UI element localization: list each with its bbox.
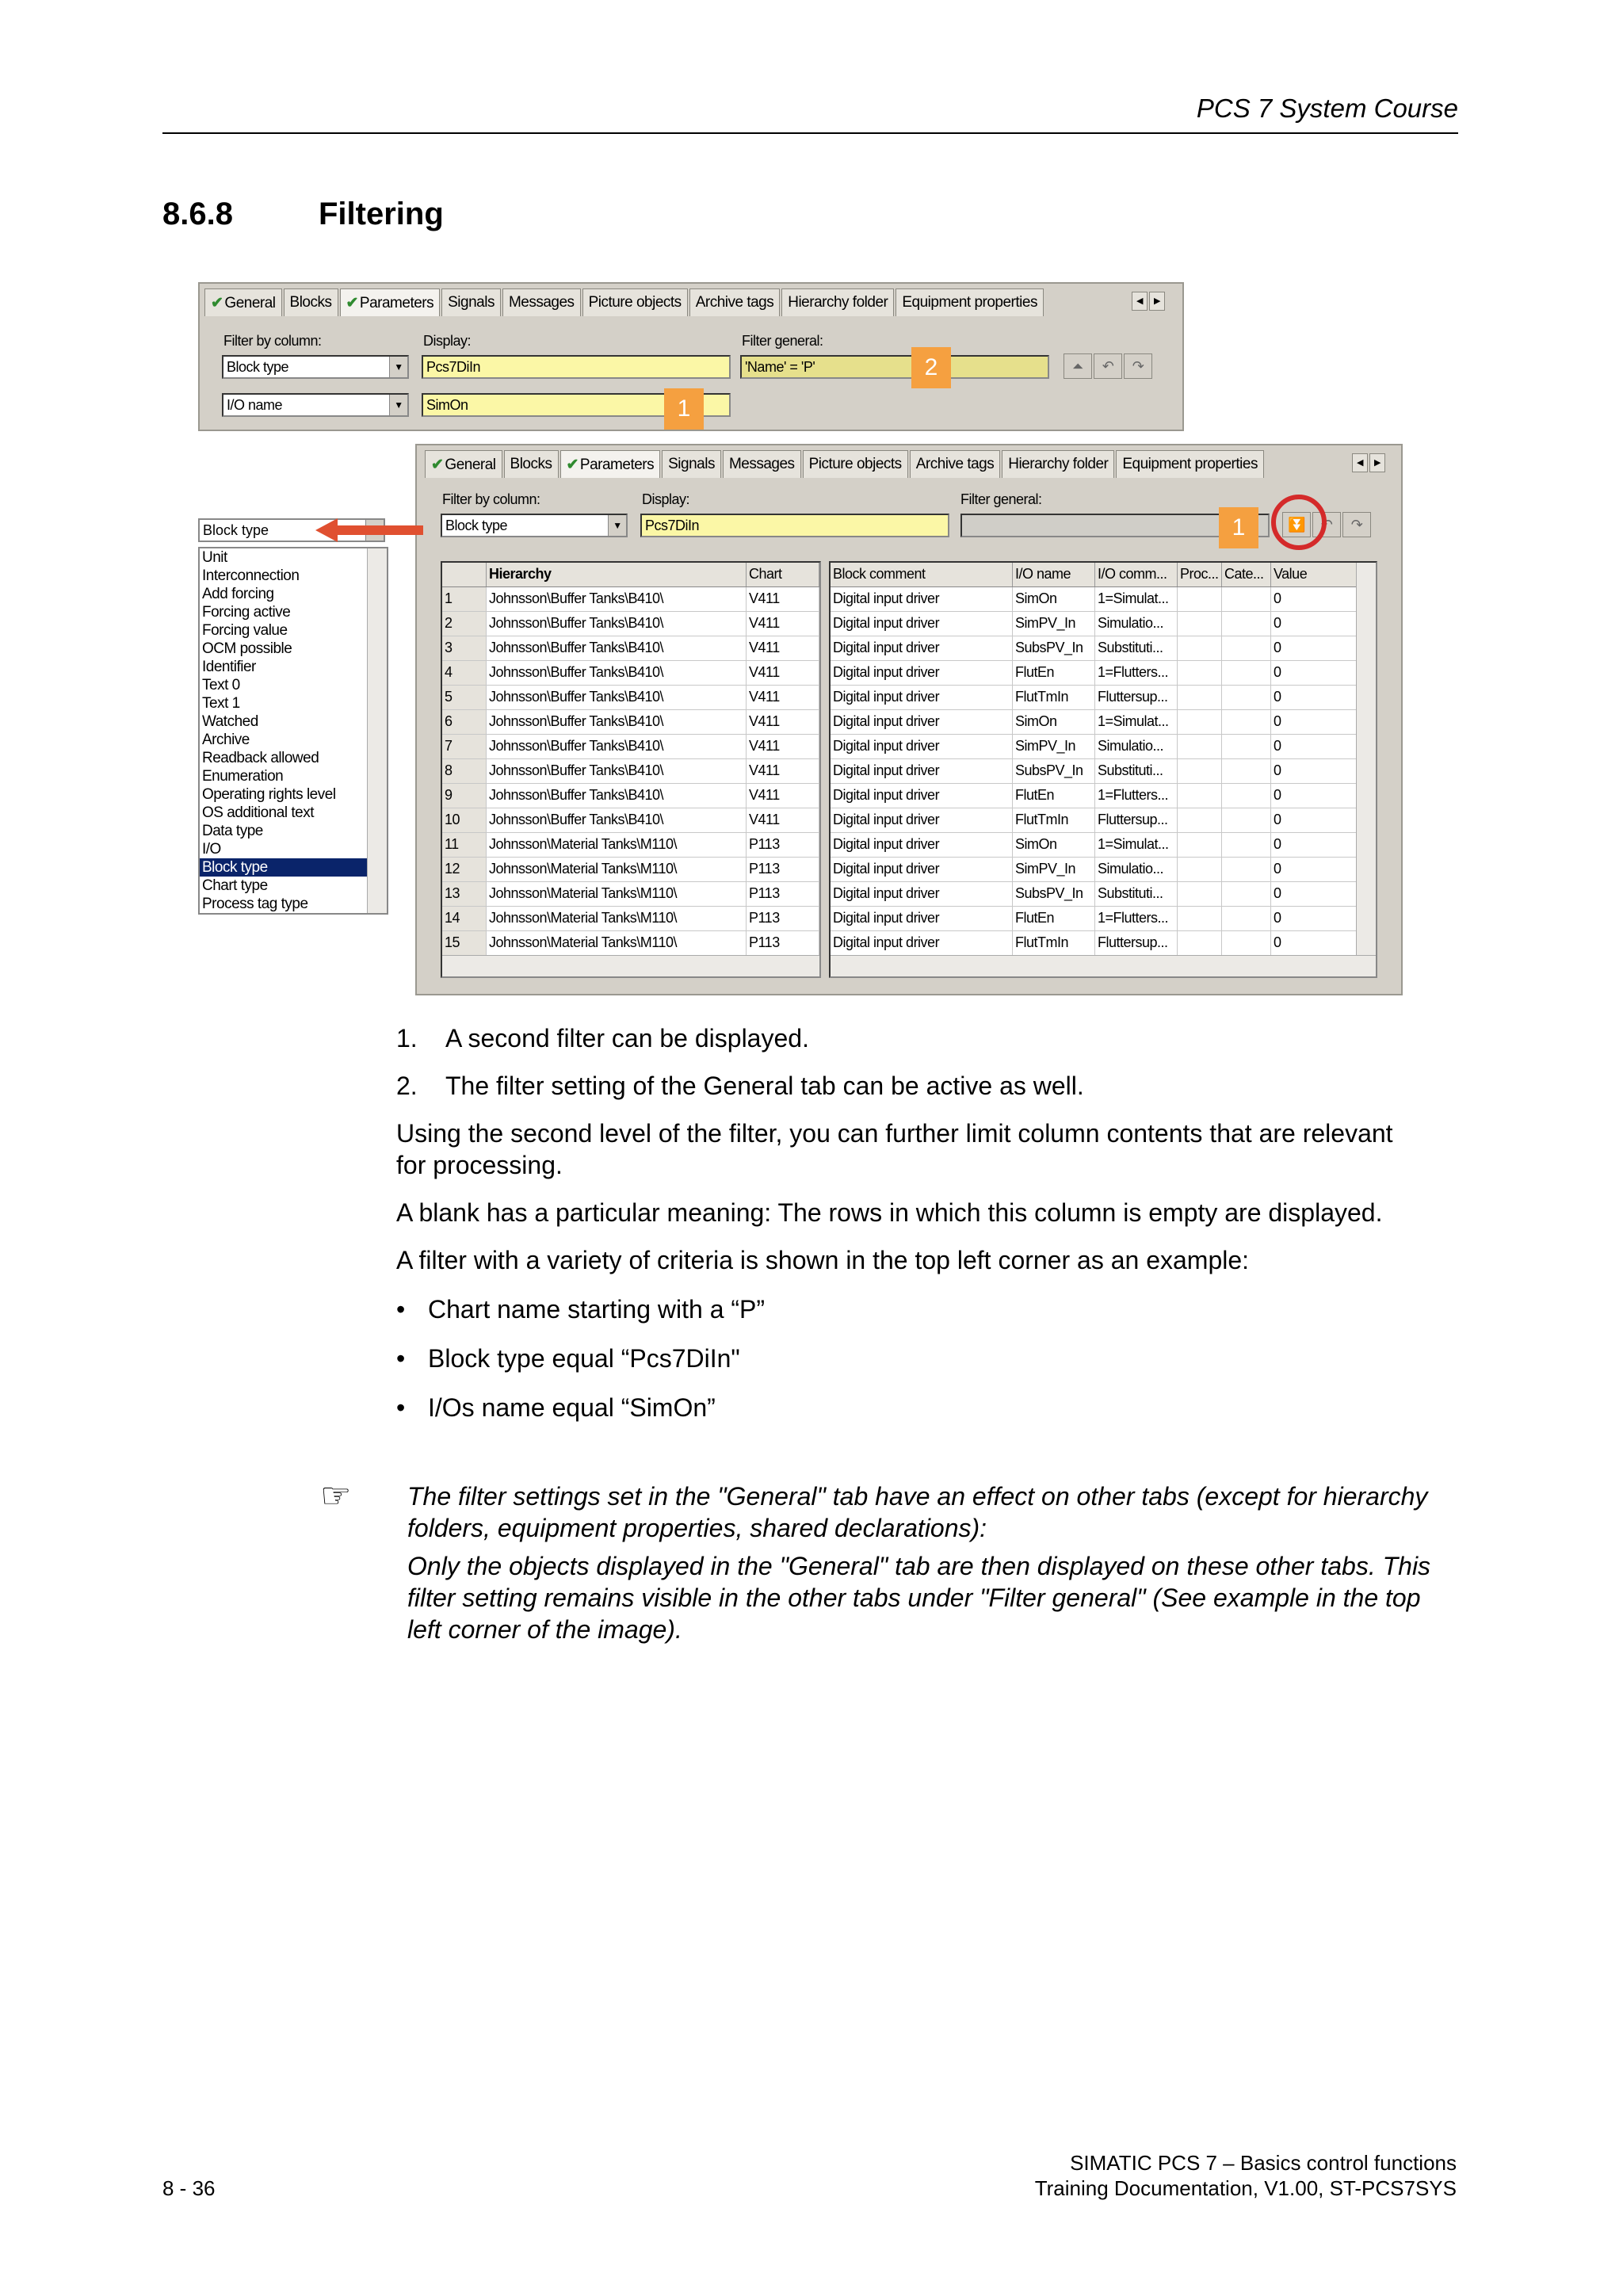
list-item[interactable]: Identifier bbox=[202, 659, 256, 675]
table-cell bbox=[1178, 907, 1222, 930]
table-cell: V411 bbox=[747, 587, 819, 611]
check-icon: ✔ bbox=[431, 457, 444, 473]
table-cell: 13 bbox=[442, 882, 487, 906]
column-header-hierarchy[interactable]: Hierarchy bbox=[487, 563, 747, 586]
table-cell: Johnsson\Buffer Tanks\B410\ bbox=[487, 587, 747, 611]
table-cell: 2 bbox=[442, 612, 487, 636]
table-row[interactable] bbox=[442, 710, 819, 735]
table-row[interactable] bbox=[442, 858, 819, 882]
paragraph-3: A filter with a variety of criteria is shown in the top left corner as an example: bbox=[396, 1246, 1250, 1274]
table-cell: Johnsson\Buffer Tanks\B410\ bbox=[487, 686, 747, 709]
table-cell: P113 bbox=[747, 882, 819, 906]
table-cell: V411 bbox=[747, 612, 819, 636]
table-cell: Johnsson\Material Tanks\M110\ bbox=[487, 833, 747, 857]
table-cell bbox=[1222, 636, 1271, 660]
horizontal-scrollbar[interactable] bbox=[831, 955, 1376, 976]
table-row[interactable] bbox=[831, 686, 1376, 710]
table-cell bbox=[1178, 710, 1222, 734]
list-scrollbar[interactable] bbox=[367, 548, 387, 913]
table-cell: Digital input driver bbox=[831, 907, 1013, 930]
callout-badge-2: 2 bbox=[911, 347, 951, 388]
table-row[interactable] bbox=[442, 587, 819, 612]
table-cell: Digital input driver bbox=[831, 784, 1013, 808]
table-cell: Johnsson\Buffer Tanks\B410\ bbox=[487, 612, 747, 636]
table-cell: 0 bbox=[1271, 808, 1358, 832]
column-header-value[interactable]: Value bbox=[1271, 563, 1358, 586]
table-cell bbox=[1178, 759, 1222, 783]
filter-by-column-label: Filter by column: bbox=[442, 491, 540, 507]
table-cell bbox=[1222, 907, 1271, 930]
table-row[interactable] bbox=[831, 735, 1376, 759]
table-cell: V411 bbox=[747, 784, 819, 808]
table-cell: Johnsson\Buffer Tanks\B410\ bbox=[487, 661, 747, 685]
list-item[interactable]: Chart type bbox=[202, 877, 268, 894]
table-cell bbox=[1178, 833, 1222, 857]
table-cell: 1=Flutters... bbox=[1095, 784, 1178, 808]
filter-value-input[interactable]: Pcs7DiIn bbox=[640, 514, 949, 537]
tab-messages[interactable]: Messages bbox=[502, 288, 581, 316]
table-row[interactable] bbox=[442, 882, 819, 907]
column-header-chart[interactable]: Chart bbox=[747, 563, 819, 586]
table-cell: Digital input driver bbox=[831, 636, 1013, 660]
undo-icon[interactable]: ↶ bbox=[1094, 353, 1122, 379]
table-row[interactable] bbox=[442, 636, 819, 661]
table-row[interactable] bbox=[442, 907, 819, 931]
list-item[interactable]: Text 1 bbox=[202, 695, 240, 712]
vertical-scrollbar[interactable] bbox=[1356, 563, 1376, 956]
table-cell: Johnsson\Buffer Tanks\B410\ bbox=[487, 784, 747, 808]
filter-value-input-2[interactable]: SimOn bbox=[422, 393, 731, 417]
table-cell: Fluttersup... bbox=[1095, 931, 1178, 955]
table-cell: 1=Simulat... bbox=[1095, 710, 1178, 734]
section-title: Filtering bbox=[319, 197, 444, 231]
table-cell bbox=[1178, 636, 1222, 660]
table-cell: SimOn bbox=[1013, 833, 1095, 857]
table-cell: Digital input driver bbox=[831, 833, 1013, 857]
table-cell bbox=[1222, 686, 1271, 709]
table-cell: Substituti... bbox=[1095, 759, 1178, 783]
table-cell: 0 bbox=[1271, 686, 1358, 709]
table-cell: 0 bbox=[1271, 784, 1358, 808]
table-cell: Digital input driver bbox=[831, 759, 1013, 783]
bottom-tab-bar bbox=[425, 450, 1266, 477]
tab-equipment-properties[interactable]: Equipment properties bbox=[1116, 450, 1264, 478]
table-cell bbox=[1222, 858, 1271, 881]
table-cell: 1=Simulat... bbox=[1095, 587, 1178, 611]
grid-header-row bbox=[831, 563, 1376, 587]
table-cell bbox=[1178, 612, 1222, 636]
table-row[interactable] bbox=[442, 931, 819, 956]
table-cell: Johnsson\Buffer Tanks\B410\ bbox=[487, 808, 747, 832]
tab-signals[interactable]: Signals bbox=[662, 450, 721, 478]
table-cell: Simulatio... bbox=[1095, 735, 1178, 758]
table-cell: FlutTmIn bbox=[1013, 808, 1095, 832]
row-number-header bbox=[442, 563, 487, 586]
table-row[interactable] bbox=[831, 636, 1376, 661]
table-cell: V411 bbox=[747, 686, 819, 709]
table-cell: P113 bbox=[747, 907, 819, 930]
column-header-block-comment[interactable]: Block comment bbox=[831, 563, 1013, 586]
table-cell: 8 bbox=[442, 759, 487, 783]
footer-line-2: Training Documentation, V1.00, ST-PCS7SYS bbox=[1034, 2176, 1457, 2200]
callout-badge-1: 1 bbox=[1219, 507, 1258, 548]
column-header-io-comment[interactable]: I/O comm... bbox=[1095, 563, 1178, 586]
table-cell: V411 bbox=[747, 710, 819, 734]
table-cell: Digital input driver bbox=[831, 661, 1013, 685]
table-cell bbox=[1178, 882, 1222, 906]
table-cell: Johnsson\Buffer Tanks\B410\ bbox=[487, 710, 747, 734]
chevron-down-icon: ▼ bbox=[389, 357, 407, 377]
note-text-2: Only the objects displayed in the "General" tab are then displayed on these other tabs. This filter setting remains visible in the other tabs under "Filter general" (See example in the top left corner of the image). bbox=[407, 1552, 1431, 1644]
section-number: 8.6.8 bbox=[162, 197, 233, 231]
table-cell: FlutTmIn bbox=[1013, 686, 1095, 709]
display-label: Display: bbox=[423, 333, 472, 349]
list-item[interactable]: Block type bbox=[200, 858, 368, 877]
footer-line-1: SIMATIC PCS 7 – Basics control functions bbox=[1070, 2151, 1457, 2175]
tab-signals[interactable]: Signals bbox=[441, 288, 501, 316]
table-cell: 12 bbox=[442, 858, 487, 881]
table-row[interactable] bbox=[831, 784, 1376, 808]
tab-scroll-right-icon[interactable]: ▶ bbox=[1369, 453, 1385, 472]
table-cell: V411 bbox=[747, 661, 819, 685]
expand-filter-icon[interactable]: ⏬ bbox=[1282, 512, 1311, 537]
hierarchy-grid bbox=[441, 561, 821, 978]
table-cell bbox=[1222, 833, 1271, 857]
table-cell: SimPV_In bbox=[1013, 858, 1095, 881]
list-item[interactable]: Watched bbox=[202, 713, 258, 730]
numbered-item-1: 1. A second filter can be displayed. bbox=[396, 1024, 809, 1052]
tab-blocks[interactable]: Blocks bbox=[284, 288, 338, 316]
column-list-select[interactable]: Block type bbox=[198, 518, 385, 542]
table-row[interactable] bbox=[831, 759, 1376, 784]
table-cell: FlutTmIn bbox=[1013, 931, 1095, 955]
list-item[interactable]: Operating rights level bbox=[202, 786, 336, 803]
header-rule bbox=[162, 132, 1458, 134]
table-cell: Digital input driver bbox=[831, 686, 1013, 709]
table-cell: Digital input driver bbox=[831, 735, 1013, 758]
table-cell: Johnsson\Material Tanks\M110\ bbox=[487, 882, 747, 906]
tab-scroll-right-icon[interactable]: ▶ bbox=[1149, 292, 1165, 311]
table-cell: Johnsson\Buffer Tanks\B410\ bbox=[487, 636, 747, 660]
horizontal-scrollbar[interactable] bbox=[442, 955, 819, 976]
table-cell: Johnsson\Material Tanks\M110\ bbox=[487, 907, 747, 930]
table-cell bbox=[1178, 858, 1222, 881]
column-header-process[interactable]: Proc... bbox=[1178, 563, 1222, 586]
undo-icon[interactable]: ↶ bbox=[1312, 512, 1341, 537]
table-cell: 14 bbox=[442, 907, 487, 930]
table-cell: P113 bbox=[747, 931, 819, 955]
table-cell bbox=[1178, 735, 1222, 758]
table-cell bbox=[1222, 808, 1271, 832]
tab-parameters[interactable]: ✔ Parameters bbox=[560, 450, 661, 478]
table-cell: 0 bbox=[1271, 759, 1358, 783]
table-cell: Substituti... bbox=[1095, 636, 1178, 660]
table-row[interactable] bbox=[831, 587, 1376, 612]
highlight-circle bbox=[1271, 495, 1327, 550]
table-cell: Digital input driver bbox=[831, 710, 1013, 734]
bullet-item: • Block type equal “Pcs7DiIn" bbox=[396, 1344, 740, 1373]
table-cell: 0 bbox=[1271, 931, 1358, 955]
list-item[interactable]: I/O bbox=[202, 841, 221, 858]
tab-blocks[interactable]: Blocks bbox=[504, 450, 559, 478]
table-cell: Digital input driver bbox=[831, 612, 1013, 636]
table-cell: SimOn bbox=[1013, 710, 1095, 734]
table-row[interactable] bbox=[831, 612, 1376, 636]
tab-general[interactable]: ✔ General bbox=[425, 450, 502, 478]
table-cell bbox=[1222, 735, 1271, 758]
table-cell: Digital input driver bbox=[831, 858, 1013, 881]
table-cell: V411 bbox=[747, 735, 819, 758]
table-cell: 0 bbox=[1271, 882, 1358, 906]
filter-column-select[interactable]: Block type ▼ bbox=[441, 514, 628, 537]
table-cell: 1=Simulat... bbox=[1095, 833, 1178, 857]
chevron-down-icon: ▼ bbox=[608, 515, 626, 536]
list-item[interactable]: Archive bbox=[202, 732, 250, 748]
table-cell bbox=[1178, 808, 1222, 832]
table-cell: FlutEn bbox=[1013, 907, 1095, 930]
list-item[interactable]: Unit bbox=[202, 549, 227, 566]
table-cell: V411 bbox=[747, 636, 819, 660]
table-cell bbox=[1222, 784, 1271, 808]
display-label: Display: bbox=[642, 491, 690, 507]
table-cell bbox=[1178, 587, 1222, 611]
course-header: PCS 7 System Course bbox=[1196, 94, 1458, 123]
table-row[interactable] bbox=[831, 907, 1376, 931]
list-item[interactable]: OS additional text bbox=[202, 804, 314, 821]
table-cell: 0 bbox=[1271, 587, 1358, 611]
list-item[interactable]: OCM possible bbox=[202, 640, 292, 657]
table-cell bbox=[1178, 784, 1222, 808]
table-cell bbox=[1178, 931, 1222, 955]
tab-picture-objects[interactable]: Picture objects bbox=[803, 450, 908, 478]
table-row[interactable] bbox=[442, 661, 819, 686]
table-cell: 0 bbox=[1271, 833, 1358, 857]
table-cell: 9 bbox=[442, 784, 487, 808]
table-cell: 1 bbox=[442, 587, 487, 611]
table-cell bbox=[1222, 587, 1271, 611]
table-cell: P113 bbox=[747, 858, 819, 881]
filter-by-column-label: Filter by column: bbox=[223, 333, 322, 349]
table-cell: 0 bbox=[1271, 710, 1358, 734]
list-item[interactable]: Enumeration bbox=[202, 768, 284, 785]
table-cell: SimOn bbox=[1013, 587, 1095, 611]
table-cell: Simulatio... bbox=[1095, 858, 1178, 881]
redo-icon[interactable]: ↷ bbox=[1124, 353, 1152, 379]
check-icon: ✔ bbox=[211, 295, 223, 311]
numbered-item-2: 2. The filter setting of the General tab can be active as well. bbox=[396, 1072, 1084, 1100]
tab-general[interactable]: ✔ General bbox=[204, 288, 282, 316]
table-cell: Digital input driver bbox=[831, 931, 1013, 955]
table-row[interactable] bbox=[442, 686, 819, 710]
table-cell: 0 bbox=[1271, 907, 1358, 930]
table-cell: 6 bbox=[442, 710, 487, 734]
collapse-filter-icon[interactable]: ⏶ bbox=[1064, 353, 1092, 379]
table-row[interactable] bbox=[442, 735, 819, 759]
table-cell: 4 bbox=[442, 661, 487, 685]
table-row[interactable] bbox=[831, 808, 1376, 833]
table-row[interactable] bbox=[442, 759, 819, 784]
table-cell bbox=[1222, 882, 1271, 906]
table-cell: Simulatio... bbox=[1095, 612, 1178, 636]
table-cell: Digital input driver bbox=[831, 808, 1013, 832]
table-cell: V411 bbox=[747, 808, 819, 832]
table-cell bbox=[1222, 710, 1271, 734]
page-number: 8 - 36 bbox=[162, 2176, 216, 2200]
list-item[interactable]: Process tag type bbox=[202, 896, 308, 912]
table-cell: Johnsson\Material Tanks\M110\ bbox=[487, 931, 747, 955]
table-cell: Fluttersup... bbox=[1095, 808, 1178, 832]
table-cell bbox=[1222, 661, 1271, 685]
table-cell bbox=[1222, 931, 1271, 955]
table-cell: Fluttersup... bbox=[1095, 686, 1178, 709]
tab-hierarchy-folder[interactable]: Hierarchy folder bbox=[781, 288, 894, 316]
tab-archive-tags[interactable]: Archive tags bbox=[910, 450, 1001, 478]
paragraph-2: A blank has a particular meaning: The rows in which this column is empty are displayed. bbox=[396, 1198, 1383, 1227]
tab-hierarchy-folder[interactable]: Hierarchy folder bbox=[1002, 450, 1114, 478]
tab-scroll-left-icon[interactable]: ◀ bbox=[1132, 292, 1148, 311]
table-cell bbox=[1178, 686, 1222, 709]
table-row[interactable] bbox=[831, 833, 1376, 858]
list-item[interactable]: Interconnection bbox=[202, 567, 300, 584]
bullet-item: • I/Os name equal “SimOn” bbox=[396, 1393, 716, 1422]
table-cell: 0 bbox=[1271, 636, 1358, 660]
filter-general-label: Filter general: bbox=[960, 491, 1042, 507]
top-tab-bar bbox=[204, 288, 1045, 315]
redo-icon[interactable]: ↷ bbox=[1342, 512, 1371, 537]
tab-equipment-properties[interactable]: Equipment properties bbox=[896, 288, 1044, 316]
table-cell: SimPV_In bbox=[1013, 612, 1095, 636]
table-cell: SimPV_In bbox=[1013, 735, 1095, 758]
table-row[interactable] bbox=[442, 808, 819, 833]
list-item[interactable]: Forcing active bbox=[202, 604, 291, 621]
table-cell: 15 bbox=[442, 931, 487, 955]
filter-value-input-1[interactable]: Pcs7DiIn bbox=[422, 355, 731, 379]
table-cell bbox=[1222, 612, 1271, 636]
tab-parameters[interactable]: ✔ Parameters bbox=[340, 288, 441, 316]
table-row[interactable] bbox=[442, 833, 819, 858]
filter-general-input[interactable]: 'Name' = 'P' bbox=[740, 355, 1049, 379]
filter-general-label: Filter general: bbox=[742, 333, 823, 349]
table-row[interactable] bbox=[831, 858, 1376, 882]
tab-archive-tags[interactable]: Archive tags bbox=[689, 288, 781, 316]
table-cell: 1=Flutters... bbox=[1095, 907, 1178, 930]
list-item[interactable]: Data type bbox=[202, 823, 263, 839]
list-item[interactable]: Add forcing bbox=[202, 586, 274, 602]
paragraph-1: Using the second level of the filter, you can further limit column contents that are relevant for processing. bbox=[396, 1119, 1393, 1179]
table-row[interactable] bbox=[831, 882, 1376, 907]
table-cell bbox=[1178, 661, 1222, 685]
table-cell: Johnsson\Buffer Tanks\B410\ bbox=[487, 735, 747, 758]
table-cell: Digital input driver bbox=[831, 587, 1013, 611]
table-cell: V411 bbox=[747, 759, 819, 783]
table-cell: 3 bbox=[442, 636, 487, 660]
pointing-hand-icon: ☞ bbox=[320, 1477, 352, 1515]
filter-column-select-1[interactable]: Block type ▼ bbox=[222, 355, 409, 379]
tab-scroll-left-icon[interactable]: ◀ bbox=[1352, 453, 1368, 472]
table-row[interactable] bbox=[442, 784, 819, 808]
list-item[interactable]: Forcing value bbox=[202, 622, 288, 639]
table-cell: 5 bbox=[442, 686, 487, 709]
table-cell: SubsPV_In bbox=[1013, 882, 1095, 906]
table-cell: 10 bbox=[442, 808, 487, 832]
tab-picture-objects[interactable]: Picture objects bbox=[582, 288, 688, 316]
note-text-1: The filter settings set in the "General" tab have an effect on other tabs (except for hierarchy folders, equipment properties, shared declarations): bbox=[407, 1482, 1428, 1542]
column-header-io-name[interactable]: I/O name bbox=[1013, 563, 1095, 586]
table-row[interactable] bbox=[442, 612, 819, 636]
callout-badge-1: 1 bbox=[664, 388, 704, 430]
arrow-left-icon bbox=[315, 518, 423, 542]
list-item[interactable]: Text 0 bbox=[202, 677, 240, 693]
column-dropdown-list bbox=[198, 547, 388, 915]
table-cell: 0 bbox=[1271, 612, 1358, 636]
table-cell: 0 bbox=[1271, 661, 1358, 685]
table-cell: 0 bbox=[1271, 735, 1358, 758]
check-icon: ✔ bbox=[346, 295, 358, 311]
grid-header-row bbox=[442, 563, 819, 587]
table-row[interactable] bbox=[831, 661, 1376, 686]
check-icon: ✔ bbox=[566, 457, 579, 473]
table-cell: 1=Flutters... bbox=[1095, 661, 1178, 685]
table-row[interactable] bbox=[831, 931, 1376, 956]
table-cell: Johnsson\Material Tanks\M110\ bbox=[487, 858, 747, 881]
parameters-grid bbox=[829, 561, 1377, 978]
table-cell: FlutEn bbox=[1013, 661, 1095, 685]
tab-messages[interactable]: Messages bbox=[723, 450, 801, 478]
filter-column-select-2[interactable]: I/O name ▼ bbox=[222, 393, 409, 417]
table-row[interactable] bbox=[831, 710, 1376, 735]
bullet-item: • Chart name starting with a “P” bbox=[396, 1295, 766, 1324]
table-cell bbox=[1222, 759, 1271, 783]
list-item[interactable]: Readback allowed bbox=[202, 750, 319, 766]
table-cell: 0 bbox=[1271, 858, 1358, 881]
table-cell: Digital input driver bbox=[831, 882, 1013, 906]
table-cell: Substituti... bbox=[1095, 882, 1178, 906]
table-cell: SubsPV_In bbox=[1013, 759, 1095, 783]
chevron-down-icon: ▼ bbox=[389, 395, 407, 415]
table-cell: P113 bbox=[747, 833, 819, 857]
table-cell: 11 bbox=[442, 833, 487, 857]
column-header-category[interactable]: Cate... bbox=[1222, 563, 1271, 586]
table-cell: FlutEn bbox=[1013, 784, 1095, 808]
table-cell: SubsPV_In bbox=[1013, 636, 1095, 660]
table-cell: Johnsson\Buffer Tanks\B410\ bbox=[487, 759, 747, 783]
table-cell: 7 bbox=[442, 735, 487, 758]
